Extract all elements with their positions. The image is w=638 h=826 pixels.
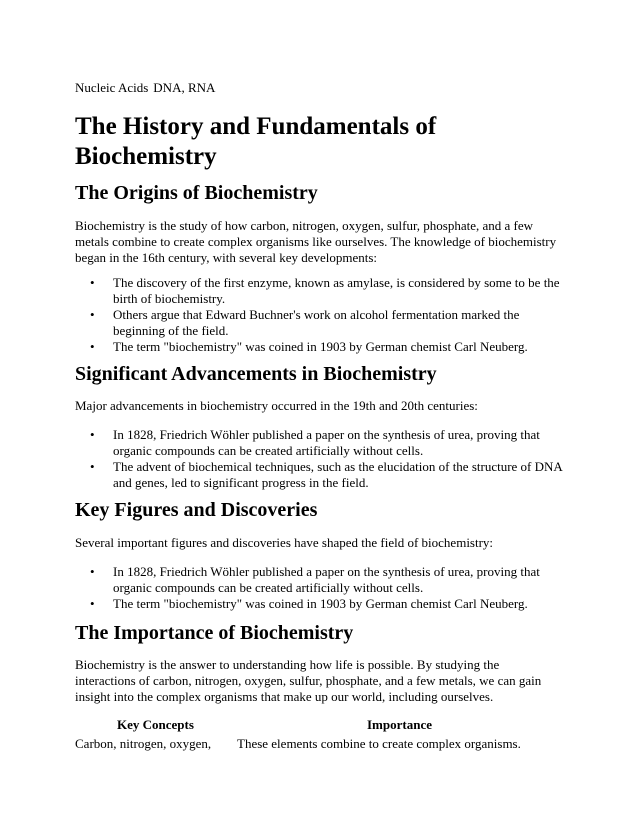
table-cell-concept: Carbon, nitrogen, oxygen, — [75, 736, 212, 751]
bullet-icon: • — [90, 339, 95, 354]
list-item — [75, 339, 565, 355]
list-item-text: The discovery of the first enzyme, known as amylase, is considered by some to be the birth of biochemistry. — [113, 275, 560, 306]
document-title: The History and Fundamentals of Biochemistry — [75, 113, 437, 170]
section-heading-origins: The Origins of Biochemistry — [75, 182, 318, 204]
section-heading-advancements: Significant Advancements in Biochemistry — [75, 363, 437, 385]
list-item-text: The term "biochemistry" was coined in 1903 by German chemist Carl Neuberg. — [113, 339, 528, 354]
header-label-dna-rna: DNA, RNA — [153, 80, 216, 95]
list-item — [75, 564, 565, 596]
section-heading-key-figures: Key Figures and Discoveries — [75, 499, 318, 521]
bullet-icon: • — [90, 275, 95, 290]
bullet-icon: • — [90, 596, 95, 611]
list-item-text: Others argue that Edward Buchner's work on alcohol fermentation marked the beginning of the field. — [113, 307, 520, 338]
list-item — [75, 275, 565, 307]
header-label-nucleic-acids: Nucleic Acids — [75, 80, 149, 95]
list-item — [75, 427, 565, 459]
bullet-icon: • — [90, 564, 95, 579]
list-item-text: The term "biochemistry" was coined in 1903 by German chemist Carl Neuberg. — [113, 596, 528, 611]
bullet-icon: • — [90, 459, 95, 474]
bullet-icon: • — [90, 427, 95, 442]
list-item — [75, 459, 565, 491]
document-header-line — [75, 80, 215, 95]
list-item — [75, 596, 565, 612]
bullet-icon: • — [90, 307, 95, 322]
table-cell-importance: These elements combine to create complex organisms. — [237, 736, 521, 751]
section-heading-importance: The Importance of Biochemistry — [75, 622, 354, 644]
section-paragraph-advancements: Major advancements in biochemistry occurred in the 19th and 20th centuries: — [75, 398, 478, 413]
section-paragraph-origins: Biochemistry is the study of how carbon, nitrogen, oxygen, sulfur, phosphate, and a few metals combine to create complex organisms like ourselves. The knowledge of biochemistry began in the 16th century, with several key developments: — [75, 218, 557, 265]
bullet-list-advancements — [75, 427, 565, 491]
list-item-text: In 1828, Friedrich Wöhler published a paper on the synthesis of urea, proving that organic compounds can be created artificially without cells. — [113, 427, 540, 458]
bullet-list-origins — [75, 275, 565, 355]
list-item-text: The advent of biochemical techniques, such as the elucidation of the structure of DNA and genes, led to significant progress in the field. — [113, 459, 563, 490]
list-item — [75, 307, 565, 339]
list-item-text: In 1828, Friedrich Wöhler published a paper on the synthesis of urea, proving that organic compounds can be created artificially without cells. — [113, 564, 540, 595]
bullet-list-key-figures — [75, 564, 565, 612]
table-header-importance: Importance — [367, 717, 432, 732]
section-paragraph-importance: Biochemistry is the answer to understanding how life is possible. By studying the interactions of carbon, nitrogen, oxygen, sulfur, phosphate, and a few metals, we can gain insight into the complex organisms that make up our world, including ourselves. — [75, 657, 542, 704]
table-header-key-concepts: Key Concepts — [117, 717, 194, 732]
section-paragraph-key-figures: Several important figures and discoveries have shaped the field of biochemistry: — [75, 535, 494, 550]
